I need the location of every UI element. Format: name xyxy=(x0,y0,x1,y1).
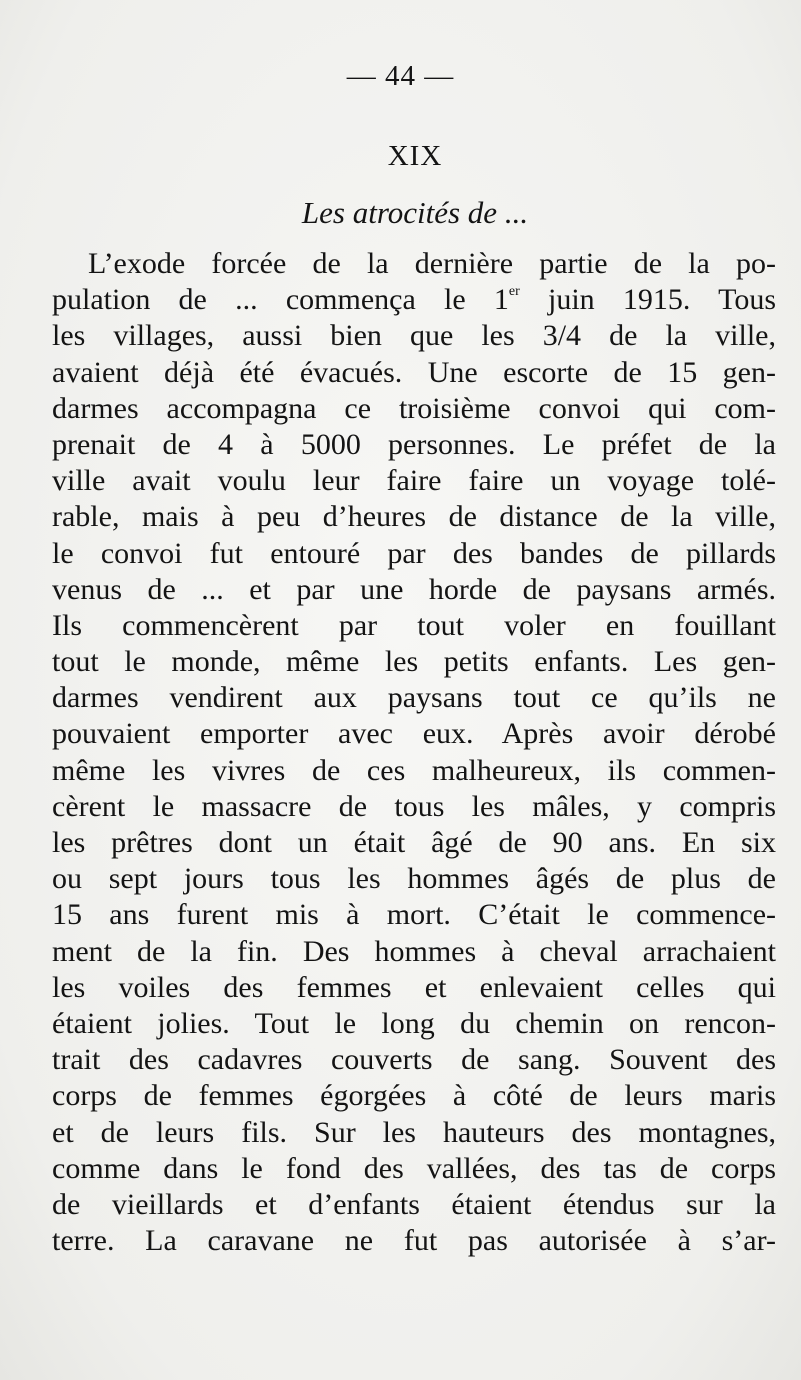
page-number: — 44 — xyxy=(346,60,455,92)
text-line: les prêtres dont un était âgé de 90 ans. En six xyxy=(52,826,776,859)
text-line: ou sept jours tous les hommes âgés de plus de xyxy=(52,862,776,896)
chapter-heading: XIX xyxy=(387,140,443,172)
text-line: le convoi fut entouré par des bandes de pillards xyxy=(52,536,776,570)
text-line: terre. La caravane ne fut pas autorisée à s’ar- xyxy=(52,1224,776,1258)
text-line: 15 ans furent mis à mort. C’était le commence- xyxy=(52,898,776,932)
text-line: Ils commencèrent par tout voler en fouillant xyxy=(52,608,776,642)
text-line: rable, mais à peu d’heures de distance de la ville, xyxy=(52,500,776,534)
text-line: même les vivres de ces malheureux, ils commen- xyxy=(52,753,776,787)
text-line: étaient jolies. Tout le long du chemin on rencon- xyxy=(52,1006,776,1040)
text-line: prenait de 4 à 5000 personnes. Le préfet de la xyxy=(52,427,776,461)
text-line: darmes accompagna ce troisième convoi qui com- xyxy=(52,391,776,425)
text-line: cèrent le massacre de tous les mâles, y compris xyxy=(52,789,776,823)
text-line: trait des cadavres couverts de sang. Souvent des xyxy=(52,1043,776,1077)
text-line: venus de ... et par une horde de paysans armés. xyxy=(52,572,776,606)
ordinal-superscript: er xyxy=(508,284,520,300)
text-line: de vieillards et d’enfants étaient étendus sur la xyxy=(52,1187,776,1221)
text-fragment: juin 1915. Tous xyxy=(519,283,776,317)
text-line: avaient déjà été évacués. Une escorte de 15 gen- xyxy=(52,355,776,389)
text-line: comme dans le fond des vallées, des tas de corps xyxy=(52,1151,776,1185)
text-line: ville avait voulu leur faire faire un voyage tolé- xyxy=(52,464,776,498)
text-line: les villages, aussi bien que les 3/4 de la ville, xyxy=(52,319,776,353)
text-line xyxy=(52,282,776,318)
text-line: corps de femmes égorgées à côté de leurs maris xyxy=(52,1079,776,1113)
text-fragment: pulation de ... commença le 1 xyxy=(52,283,509,317)
text-line: et de leurs fils. Sur les hauteurs des montagnes, xyxy=(52,1115,776,1149)
text-line: ment de la fin. Des hommes à cheval arrachaient xyxy=(52,934,776,968)
text-line: darmes vendirent aux paysans tout ce qu’ils ne xyxy=(52,681,776,715)
text-line: les voiles des femmes et enlevaient celles qui xyxy=(52,970,776,1004)
body-paragraph xyxy=(52,246,776,1259)
text-line: tout le monde, même les petits enfants. Les gen- xyxy=(52,645,776,679)
chapter-subtitle: Les atrocités de ... xyxy=(301,195,529,230)
text-line: pouvaient emporter avec eux. Après avoir dérobé xyxy=(52,717,776,751)
text-line: L’exode forcée de la dernière partie de la po- xyxy=(88,247,776,280)
